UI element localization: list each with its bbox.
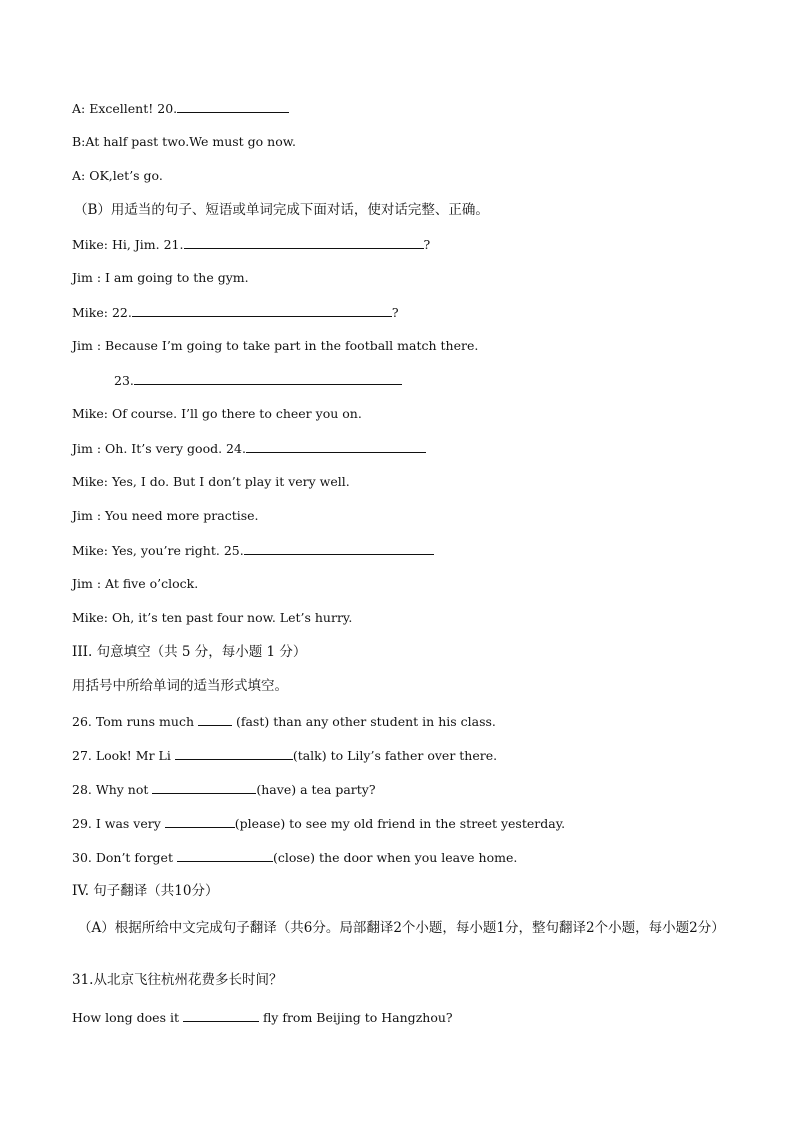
blank-29[interactable] [165, 815, 235, 828]
blank-24[interactable] [246, 440, 426, 453]
section-b-instruction [74, 202, 489, 218]
question-31-english [72, 1009, 453, 1026]
blank-23[interactable] [134, 372, 402, 385]
dialogue-line-cheer [72, 406, 362, 422]
question-27 [72, 747, 497, 764]
line-text: Jim : At five o’clock. [72, 576, 199, 591]
line-text: How long does it [72, 1010, 179, 1025]
line-text: III. 句意填空（共 5 分，每小题 1 分） [72, 644, 307, 660]
dialogue-line-21 [72, 236, 430, 253]
line-text: Mike: Yes, I do. But I don’t play it very well. [72, 474, 350, 489]
dialogue-line-b-half-past-two [72, 134, 296, 150]
blank-28[interactable] [152, 781, 256, 794]
question-28 [72, 781, 376, 798]
section-iv-heading [72, 883, 218, 899]
line-text: Mike: Yes, you’re right. 25. [72, 543, 244, 558]
dialogue-line-a-ok [72, 168, 163, 184]
section-iii-heading [72, 644, 306, 660]
dialogue-line-yes-i-do [72, 474, 350, 490]
question-30 [72, 849, 517, 866]
section-iv-a-instruction [72, 917, 732, 939]
line-text: Jim : Oh. It’s very good. 24. [72, 441, 246, 456]
dialogue-line-a-excellent [72, 100, 289, 117]
dialogue-line-five-oclock [72, 576, 198, 592]
dialogue-line-23 [114, 372, 402, 389]
blank-22[interactable] [132, 304, 392, 317]
line-text: （A）根据所给中文完成句子翻译（共6分。局部翻译2个小题，每小题1分，整句翻译2个小题，每小题2分） [78, 920, 725, 936]
line-text: (talk) to Lily’s father over there. [292, 748, 498, 763]
line-text: B:At half past two.We must go now. [72, 134, 296, 149]
blank-25[interactable] [244, 542, 434, 555]
dialogue-line-22 [72, 304, 399, 321]
line-text: ? [423, 237, 431, 252]
dialogue-line-practise [72, 508, 259, 524]
line-text: 26. Tom runs much [72, 714, 194, 729]
question-31-chinese [72, 972, 282, 988]
blank-26[interactable] [198, 713, 232, 726]
line-text: 28. Why not [72, 782, 149, 797]
line-text: (please) to see my old friend in the street yesterday. [234, 816, 566, 831]
line-text: (have) a tea party? [256, 782, 376, 797]
dialogue-line-gym [72, 270, 249, 286]
question-29 [72, 815, 565, 832]
dialogue-line-24 [72, 440, 426, 457]
line-text: 31.从北京飞往杭州花费多长时间？ [72, 972, 283, 988]
line-text: （B）用适当的句子、短语或单词完成下面对话，使对话完整、正确。 [74, 202, 489, 218]
line-text: Mike: 22. [72, 305, 132, 320]
line-text: Mike: Of course. I’ll go there to cheer you on. [72, 406, 362, 421]
blank-20[interactable] [177, 100, 289, 113]
dialogue-line-football [72, 338, 478, 354]
line-text: Jim : Because I’m going to take part in the football match there. [72, 338, 479, 353]
line-text: A: Excellent! 20. [72, 101, 178, 116]
dialogue-line-hurry [72, 610, 352, 626]
blank-21[interactable] [184, 236, 424, 249]
section-iii-instruction [72, 678, 288, 694]
line-text: 用括号中所给单词的适当形式填空。 [72, 678, 288, 694]
line-text: 29. I was very [72, 816, 161, 831]
line-text: 23. [114, 373, 134, 388]
line-text: A: OK,let’s go. [72, 168, 163, 183]
line-text: Jim : You need more practise. [72, 508, 259, 523]
line-text: fly from Beijing to Hangzhou? [262, 1010, 453, 1025]
dialogue-line-25 [72, 542, 434, 559]
question-26 [72, 713, 496, 730]
blank-30[interactable] [177, 849, 273, 862]
line-text: (fast) than any other student in his class. [235, 714, 496, 729]
line-text: IV. 句子翻译（共10分） [72, 883, 219, 899]
line-text: 27. Look! Mr Li [72, 748, 171, 763]
line-text: 30. Don’t forget [72, 850, 173, 865]
blank-31[interactable] [183, 1009, 259, 1022]
line-text: Mike: Oh, it’s ten past four now. Let’s hurry. [72, 610, 353, 625]
line-text: Mike: Hi, Jim. 21. [72, 237, 184, 252]
line-text: Jim : I am going to the gym. [72, 270, 249, 285]
blank-27[interactable] [175, 747, 293, 760]
line-text: (close) the door when you leave home. [272, 850, 518, 865]
line-text: ? [391, 305, 399, 320]
